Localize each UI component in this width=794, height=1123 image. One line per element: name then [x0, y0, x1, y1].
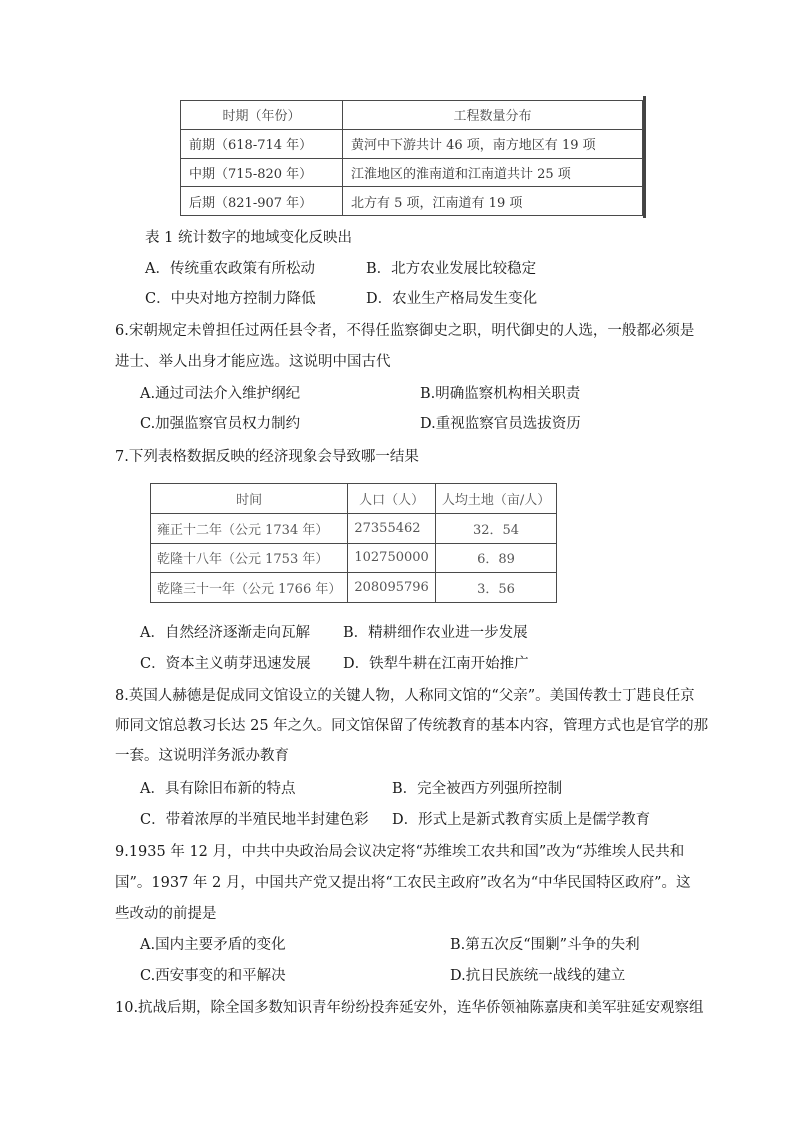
q7-option-a: A．自然经济逐渐走向瓦解: [140, 625, 310, 641]
q6-option-d: D.重视监察官员选拔资历: [420, 416, 581, 432]
q9-option-a: A.国内主要矛盾的变化: [140, 937, 286, 953]
table-cell: 雍正十二年（公元 1734 年）: [151, 513, 348, 543]
q9-option-b: B.第五次反“围剿”斗争的失利: [450, 937, 640, 953]
table-cell: 黄河中下游共计 46 项，南方地区有 19 项: [343, 129, 643, 158]
question-5-stem: 表 1 统计数字的地域变化反映出: [145, 230, 352, 246]
table-row: [151, 543, 557, 573]
table-header-cell: 时间: [151, 484, 348, 514]
table-cell: 北方有 5 项，江南道有 19 项: [343, 187, 643, 216]
table-2: [150, 483, 551, 603]
question-10-line-1: 10.抗战后期，除全国多数知识青年纷纷投奔延安外，连华侨领袖陈嘉庚和美军驻延安观察组: [115, 1000, 704, 1016]
table-cell: 6．89: [435, 543, 556, 573]
q5-option-d: D．农业生产格局发生变化: [366, 291, 538, 307]
question-8-line-2: 师同文馆总教习长达 25 年之久。同文馆保留了传统教育的基本内容，管理方式也是官学的那: [115, 718, 709, 734]
q5-option-c: C．中央对地方控制力降低: [145, 291, 316, 307]
table-cell: 后期（821-907 年）: [181, 187, 343, 216]
q7-option-d: D．铁犁牛耕在江南开始推广: [343, 656, 529, 672]
q7-option-b: B．精耕细作农业进一步发展: [343, 625, 528, 641]
question-9-line-1: 9.1935 年 12 月，中共中央政治局会议决定将“苏维埃工农共和国”改为“苏维埃人民共和: [115, 844, 685, 860]
q8-option-a: A．具有除旧布新的特点: [140, 781, 296, 797]
question-9-line-2: 国”。1937 年 2 月，中国共产党又提出将“工农民主政府”改名为“中华民国特区政府”。这: [115, 875, 691, 891]
table-row: [181, 158, 643, 187]
table-cell: 102750000: [348, 543, 435, 573]
q6-option-a: A.通过司法介入维护纲纪: [140, 386, 301, 402]
table-cell: 江淮地区的淮南道和江南道共计 25 项: [343, 158, 643, 187]
table-border-shadow: [643, 96, 646, 218]
table-cell: 3．56: [435, 573, 556, 603]
q5-option-a: A．传统重农政策有所松动: [145, 261, 315, 277]
table-header-cell: 工程数量分布: [343, 101, 643, 130]
table-header-cell: 时期（年份）: [181, 101, 343, 130]
question-8-line-3: 一套。这说明洋务派办教育: [115, 748, 289, 764]
table-row: [151, 573, 557, 603]
table-header-cell: 人均土地（亩/人）: [435, 484, 556, 514]
question-6-line-1: 6.宋朝规定未曾担任过两任县令者，不得任监察御史之职，明代御史的人选，一般都必须是: [115, 323, 695, 339]
question-8-line-1: 8.英国人赫德是促成同文馆设立的关键人物，人称同文馆的“父亲”。美国传教士丁韪良任京: [115, 688, 695, 704]
table-cell: 乾隆三十一年（公元 1766 年）: [151, 573, 348, 603]
table-1: [180, 100, 643, 216]
table-header-row: [151, 484, 557, 514]
table-cell: 208095796: [348, 573, 435, 603]
table-row: [181, 129, 643, 158]
table-row: [181, 187, 643, 216]
q5-option-b: B．北方农业发展比较稳定: [366, 261, 537, 277]
table-cell: 中期（715-820 年）: [181, 158, 343, 187]
q9-option-c: C.西安事变的和平解决: [140, 968, 286, 984]
table-cell: 前期（618-714 年）: [181, 129, 343, 158]
q9-option-d: D.抗日民族统一战线的建立: [450, 968, 626, 984]
question-6-line-2: 进士、举人出身才能应选。这说明中国古代: [115, 354, 391, 370]
table-header-cell: 人口（人）: [348, 484, 435, 514]
q8-option-d: D．形式上是新式教育实质上是儒学教育: [392, 812, 651, 828]
q8-option-c: C．带着浓厚的半殖民地半封建色彩: [140, 812, 369, 828]
q8-option-b: B．完全被西方列强所控制: [392, 781, 563, 797]
q6-option-c: C.加强监察官员权力制约: [140, 416, 301, 432]
table-cell: 27355462: [348, 513, 435, 543]
table-cell: 32．54: [435, 513, 556, 543]
table-row: [151, 513, 557, 543]
table-cell: 乾隆十八年（公元 1753 年）: [151, 543, 348, 573]
question-7-stem: 7.下列表格数据反映的经济现象会导致哪一结果: [115, 449, 419, 465]
q6-option-b: B.明确监察机构相关职责: [420, 386, 581, 402]
table-header-row: [181, 101, 643, 130]
question-9-line-3: 些改动的前提是: [115, 906, 217, 922]
q7-option-c: C．资本主义萌芽迅速发展: [140, 656, 311, 672]
